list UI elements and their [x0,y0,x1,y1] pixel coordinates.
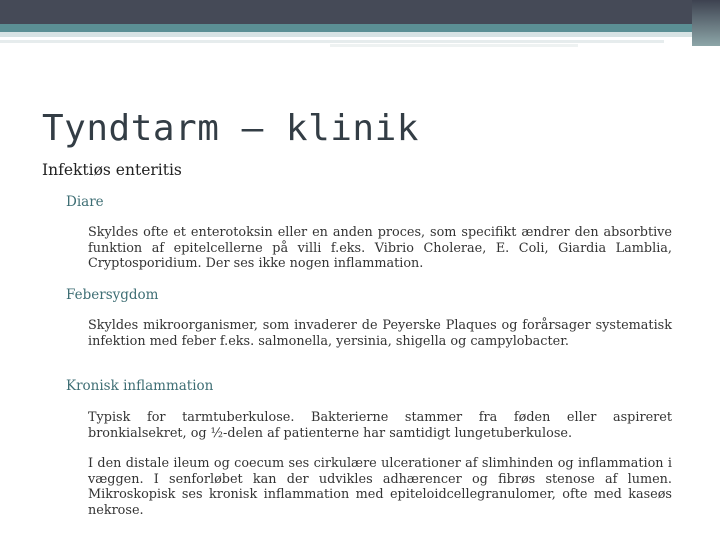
header-rule-secondary [330,44,578,47]
header-rule [0,40,664,43]
header-band-dark [0,0,720,24]
paragraph-kronisk-inflammation-2: I den distale ileum og coecum ses cirkulære ulcerationer af slimhinden og inflammation i væggen. I senforløbet kan der udvikles adhærencer og fibrøs stenose af lumen. Mikroskopisk ses kronisk inflammation med epiteloidcellegranulomer, ofte med kaseøs nekrose. [88,456,672,518]
section-heading-kronisk-inflammation: Kronisk inflammation [66,378,214,394]
header-band-teal [0,24,720,32]
paragraph-febersygdom: Skyldes mikroorganismer, som invaderer de Peyerske Plaques og forårsager systematisk infektion med feber f.eks. salmonella, yersinia, shigella og campylobacter. [88,318,672,349]
slide-subtitle: Infektiøs enteritis [42,161,182,179]
slide-title: Tyndtarm – klinik [42,108,419,149]
paragraph-diare: Skyldes ofte et enterotoksin eller en anden proces, som specifikt ændrer den absorbtive funktion af epitelcellerne på villi f.eks. Vibrio Cholerae, E. Coli, Giardia Lamblia, Cryptosporidium. Der ses ikke nogen inflammation. [88,225,672,271]
header-band-light [0,32,720,37]
section-heading-febersygdom: Febersygdom [66,287,159,303]
paragraph-kronisk-inflammation-1: Typisk for tarmtuberkulose. Bakterierne stammer fra føden eller aspireret bronkialsekret, og ½-delen af patienterne har samtidigt lungetuberkulose. [88,410,672,441]
header-corner-accent [692,0,720,46]
section-heading-diare: Diare [66,194,104,210]
